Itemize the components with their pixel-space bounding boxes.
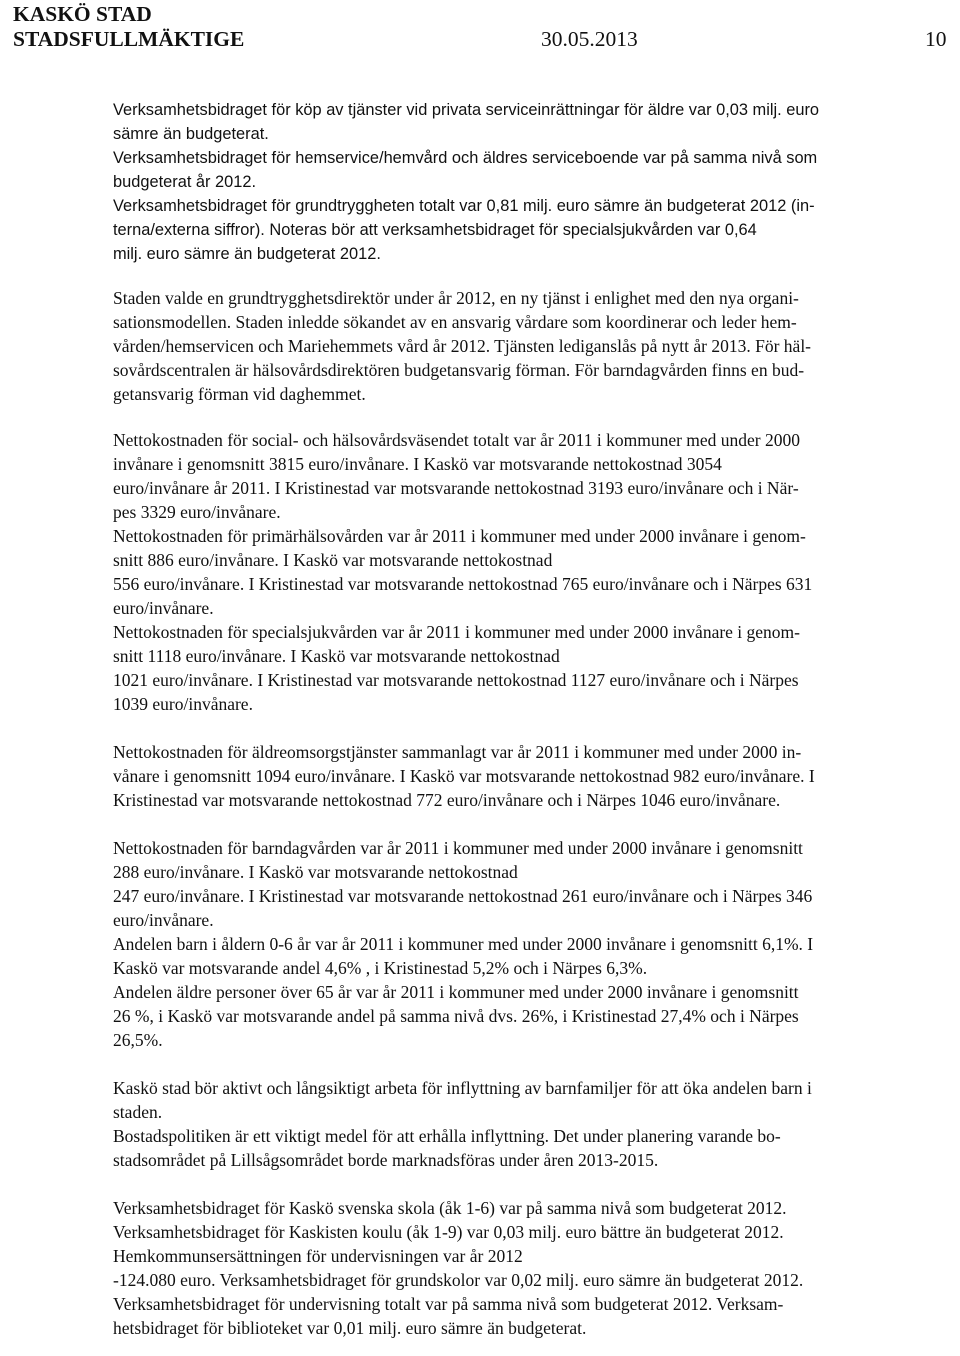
text-line: pes 3329 euro/invånare. bbox=[113, 502, 281, 522]
text-line: 1039 euro/invånare. bbox=[113, 694, 253, 714]
text-line: hetsbidraget för biblioteket var 0,01 milj. euro sämre än budgeterat. bbox=[113, 1318, 587, 1338]
text-line: -124.080 euro. Verksamhetsbidraget för grundskolor var 0,02 milj. euro sämre än budgeterat 2012. bbox=[113, 1270, 804, 1290]
text-line: Verksamhetsbidraget för Kaskisten koulu (åk 1-9) var 0,03 milj. euro bättre än budgeterat 2012. bbox=[113, 1222, 784, 1242]
text-line: 288 euro/invånare. I Kaskö var motsvarande nettokostnad bbox=[113, 862, 518, 882]
text-line: Nettokostnaden för specialsjukvården var år 2011 i kommuner med under 2000 invånare i genom- bbox=[113, 622, 800, 642]
document-body bbox=[113, 98, 955, 1340]
text-line: Kristinestad var motsvarande nettokostnad 772 euro/invånare och i Närpes 1046 euro/invånare. bbox=[113, 790, 781, 810]
text-line: vånare i genomsnitt 1094 euro/invånare. I Kaskö var motsvarande nettokostnad 982 euro/invånare. I bbox=[113, 766, 815, 786]
paragraph-housing-policy bbox=[113, 1076, 955, 1172]
text-line: budgeterat år 2012. bbox=[113, 173, 257, 191]
text-line: milj. euro sämre än budgeterat 2012. bbox=[113, 245, 381, 263]
text-line: Nettokostnaden för barndagvården var år 2011 i kommuner med under 2000 invånare i genomsnitt bbox=[113, 838, 803, 858]
text-line: sationsmodellen. Staden inledde sökandet av en ansvarig vårdare som koordinerar och leder hem- bbox=[113, 312, 797, 332]
text-line: euro/invånare. bbox=[113, 598, 214, 618]
text-line: 26 %, i Kaskö var motsvarande andel på samma nivå dvs. 26%, i Kristinestad 27,4% och i Närpes bbox=[113, 1006, 799, 1026]
text-line: euro/invånare år 2011. I Kristinestad var motsvarande nettokostnad 3193 euro/invånare och i När- bbox=[113, 478, 799, 498]
header-title-line1: KASKÖ STAD bbox=[13, 2, 152, 26]
text-line: Kaskö var motsvarande andel 4,6% , i Kristinestad 5,2% och i Närpes 6,3%. bbox=[113, 958, 648, 978]
text-line: snitt 886 euro/invånare. I Kaskö var motsvarande nettokostnad bbox=[113, 550, 553, 570]
text-line: 247 euro/invånare. I Kristinestad var motsvarande nettokostnad 261 euro/invånare och i Närpes 346 bbox=[113, 886, 813, 906]
text-line: Bostadspolitiken är ett viktigt medel för att erhålla inflyttning. Det under planering varande bo- bbox=[113, 1126, 781, 1146]
text-line: snitt 1118 euro/invånare. I Kaskö var motsvarande nettokostnad bbox=[113, 646, 560, 666]
text-line: Kaskö stad bör aktivt och långsiktigt arbeta för inflyttning av barnfamiljer för att öka andelen barn i bbox=[113, 1078, 812, 1098]
text-line: Verksamhetsbidraget för hemservice/hemvård och äldres serviceboende var på samma nivå som bbox=[113, 149, 818, 167]
paragraph-elderly-care bbox=[113, 740, 955, 812]
text-line: invånare i genomsnitt 3815 euro/invånare. I Kaskö var motsvarande nettokostnad 3054 bbox=[113, 454, 722, 474]
text-line: sämre än budgeterat. bbox=[113, 125, 269, 143]
text-line: Verksamhetsbidraget för köp av tjänster vid privata serviceinrättningar för äldre var 0,03 milj. euro bbox=[113, 101, 820, 119]
paragraph-childcare bbox=[113, 836, 955, 1052]
text-line: staden. bbox=[113, 1102, 163, 1122]
text-line: Nettokostnaden för social- och hälsovårdsväsendet totalt var år 2011 i kommuner med under 2000 bbox=[113, 430, 801, 450]
text-line: euro/invånare. bbox=[113, 910, 214, 930]
text-line: Verksamhetsbidraget för Kaskö svenska skola (åk 1-6) var på samma nivå som budgeterat 2012. bbox=[113, 1198, 787, 1218]
paragraph-social-budget bbox=[113, 98, 955, 266]
text-line: sovårdscentralen är hälsovårdsdirektören budgetansvarig förman. För barndagvården finns en bud- bbox=[113, 360, 805, 380]
header-title-line2: STADSFULLMÄKTIGE bbox=[13, 27, 245, 51]
text-line: Verksamhetsbidraget för grundtryggheten totalt var 0,81 milj. euro sämre än budgeterat 2012 (in- bbox=[113, 197, 815, 215]
text-line: stadsområdet på Lillsågsområdet borde marknadsföras under åren 2013-2015. bbox=[113, 1150, 659, 1170]
text-line: Staden valde en grundtrygghetsdirektör under år 2012, en ny tjänst i enlighet med den nya organi- bbox=[113, 288, 799, 308]
paragraph-organisation bbox=[113, 286, 955, 406]
text-line: 556 euro/invånare. I Kristinestad var motsvarande nettokostnad 765 euro/invånare och i Närpes 631 bbox=[113, 574, 813, 594]
text-line: Andelen barn i åldern 0-6 år var år 2011 i kommuner med under 2000 invånare i genomsnitt 6,1%. I bbox=[113, 934, 814, 954]
text-line: Andelen äldre personer över 65 år var år 2011 i kommuner med under 2000 invånare i genomsnitt bbox=[113, 982, 799, 1002]
text-line: Nettokostnaden för äldreomsorgstjänster sammanlagt var år 2011 i kommuner med under 2000 in- bbox=[113, 742, 802, 762]
text-line: terna/externa siffror). Noteras bör att verksamhetsbidraget för specialsjukvården var 0,64 bbox=[113, 221, 757, 239]
text-line: vården/hemservicen och Mariehemmets vård år 2012. Tjänsten lediganslås på nytt år 2013. För häl- bbox=[113, 336, 812, 356]
header-date: 30.05.2013 bbox=[541, 27, 638, 51]
text-line: 1021 euro/invånare. I Kristinestad var motsvarande nettokostnad 1127 euro/invånare och i Närpes bbox=[113, 670, 799, 690]
paragraph-net-costs-health bbox=[113, 428, 955, 716]
text-line: 26,5%. bbox=[113, 1030, 163, 1050]
page-header bbox=[13, 2, 953, 52]
text-line: Nettokostnaden för primärhälsovården var år 2011 i kommuner med under 2000 invånare i genom- bbox=[113, 526, 806, 546]
page-number: 10 bbox=[925, 27, 947, 51]
paragraph-education bbox=[113, 1196, 955, 1340]
text-line: Hemkommunsersättningen för undervisningen var år 2012 bbox=[113, 1246, 523, 1266]
text-line: Verksamhetsbidraget för undervisning totalt var på samma nivå som budgeterat 2012. Verksam- bbox=[113, 1294, 784, 1314]
text-line: getansvarig förman vid daghemmet. bbox=[113, 384, 366, 404]
